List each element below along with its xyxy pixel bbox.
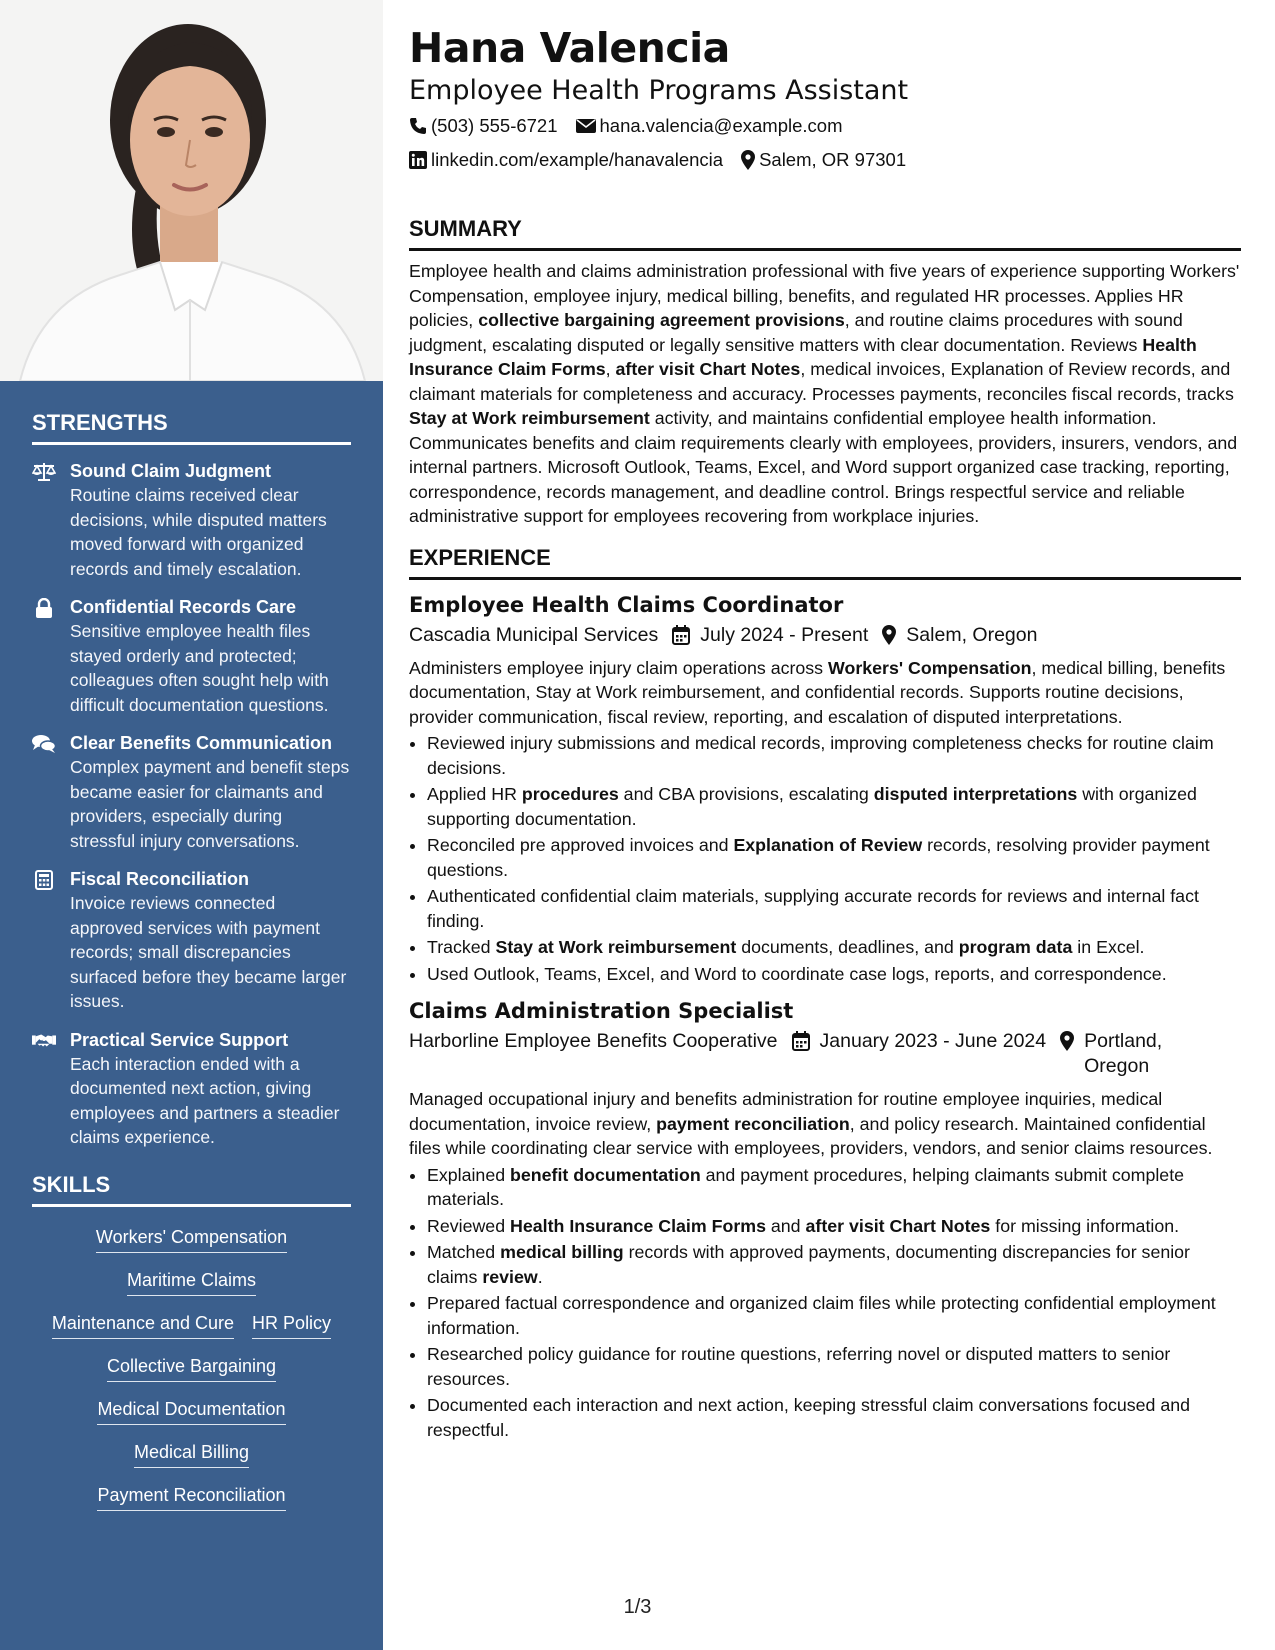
email-address[interactable]: hana.valencia@example.com: [599, 115, 843, 136]
bullet-item: • Reviewed Health Insurance Claim Forms and after visit Chart Notes for missing information.: [427, 1214, 1241, 1239]
job-summary: Administers employee injury claim operations across Workers' Compensation, medical billing, benefits documentation, Stay at Work reimbursement, and confidential records. Supports routine decisions, provider communication, fiscal review, reporting, and escalation of disputed interpretations.: [409, 657, 1226, 727]
calendar-icon: [792, 1031, 810, 1051]
sidebar-content: [32, 410, 351, 1516]
strength-item: [32, 867, 351, 1014]
bullet-item: • Reviewed injury submissions and medical records, improving completeness checks for routine claim decisions.: [427, 731, 1241, 780]
summary-paragraph: Employee health and claims administration professional with five years of experience supporting Workers' Compensation, employee injury, medical billing, benefits, and regulated HR processes. Applies HR policies, collective bargaining agreement provisions, and routine claims procedures with sound judgment, escalating disputed or legally sensitive matters with clear documentation. Reviews Health Insurance Claim Forms, after visit Chart Notes, medical invoices, Explanation of Review records, and claimant materials for completeness and accuracy. Processes payments, reconciles fiscal records, tracks Stay at Work reimbursement activity, and maintains confidential employee health information. Communicates benefits and claim requirements clearly with employees, providers, insurers, vendors, and internal partners. Microsoft Outlook, Teams, Excel, and Word support organized case tracking, reporting, correspondence, records management, and deadline control. Brings respectful service and reliable administrative support for employees recovering from workplace injuries.: [409, 261, 1240, 526]
experience-section: [409, 545, 1241, 1443]
candidate-name: Hana Valencia: [409, 24, 730, 72]
job-dates-text: July 2024 - Present: [700, 623, 869, 646]
envelope-icon: [576, 118, 596, 134]
job-dates-text: January 2023 - June 2024: [819, 1030, 1047, 1052]
skill-tag: Workers' Compensation: [96, 1225, 287, 1253]
strength-description: Each interaction ended with a documented next action, giving employees and partners a steadier claims experience.: [70, 1053, 340, 1147]
candidate-role: Employee Health Programs Assistant: [409, 75, 909, 106]
skill-tag: HR Policy: [252, 1311, 331, 1339]
bullet-item: • Documented each interaction and next action, keeping stressful claim conversations focused and respectful.: [427, 1393, 1241, 1442]
job-dates: [672, 623, 868, 648]
skills-section: [32, 1172, 351, 1516]
bullet-item: • Prepared factual correspondence and organized claim files while protecting confidential employment information.: [427, 1291, 1241, 1340]
bullet-item: • Applied HR procedures and CBA provisions, escalating disputed interpretations with organized supporting documentation.: [427, 782, 1241, 831]
job-location-text: Portland, Oregon: [1084, 1030, 1163, 1077]
strength-title: Practical Service Support: [70, 1029, 289, 1050]
company-name: Harborline Employee Benefits Cooperative: [409, 1030, 778, 1052]
bullet-item: • Researched policy guidance for routine questions, referring novel or disputed matters to senior resources.: [427, 1342, 1241, 1391]
location-text: Salem, OR 97301: [759, 149, 907, 170]
strength-description: Sensitive employee health files stayed orderly and protected; colleagues often sought help with difficult documentation questions.: [70, 621, 329, 715]
calendar-icon: [672, 625, 690, 645]
bullet-item: • Tracked Stay at Work reimbursement documents, deadlines, and program data in Excel.: [427, 935, 1241, 960]
portrait-illustration: [0, 0, 383, 381]
map-pin-icon: [741, 150, 755, 170]
strengths-heading: STRENGTHS: [32, 410, 351, 445]
contact-row: [409, 110, 1241, 142]
strength-description: Invoice reviews connected approved services with payment records; small discrepancies surfaced before they became larger issues.: [70, 893, 347, 1011]
map-pin-icon: [882, 625, 896, 645]
bullet-item: • Used Outlook, Teams, Excel, and Word to coordinate case logs, reports, and correspondence.: [427, 962, 1241, 987]
linkedin-contact: [409, 144, 723, 176]
strength-item: [32, 1028, 351, 1150]
strength-title: Confidential Records Care: [70, 597, 297, 617]
job-location: [1060, 1029, 1178, 1079]
job-entry: [409, 996, 1241, 1442]
contact-row: [409, 144, 1241, 176]
summary-section: [409, 216, 1241, 529]
job-bullets: [409, 731, 1241, 986]
page-number: 1/3: [623, 1596, 652, 1618]
profile-photo: [0, 0, 383, 381]
main-content: [409, 22, 1241, 1444]
skill-tag: Maintenance and Cure: [52, 1311, 234, 1339]
job-entry: [409, 590, 1241, 987]
strength-description: Routine claims received clear decisions, while disputed matters moved forward with organized records and timely escalation.: [70, 485, 327, 579]
bullet-item: • Explained benefit documentation and payment procedures, helping claimants submit complete materials.: [427, 1163, 1241, 1212]
lock-icon: [32, 597, 56, 619]
job-bullets: [409, 1163, 1241, 1443]
location-contact: [741, 144, 906, 176]
map-pin-icon: [1060, 1031, 1074, 1051]
phone-contact: [409, 110, 558, 142]
job-meta: [409, 623, 1241, 648]
phone-number: (503) 555-6721: [431, 115, 558, 136]
handshake-icon: [32, 1030, 56, 1052]
strength-item: [32, 459, 351, 581]
skill-tag: Payment Reconciliation: [97, 1483, 285, 1511]
skills-heading: SKILLS: [32, 1172, 351, 1207]
strength-description: Complex payment and benefit steps became easier for claimants and providers, especially during stressful injury conversations.: [70, 757, 350, 851]
bullet-item: • Reconciled pre approved invoices and Explanation of Review records, resolving provider payment questions.: [427, 833, 1241, 882]
strength-title: Fiscal Reconciliation: [70, 869, 250, 889]
skill-tag: Medical Billing: [134, 1440, 249, 1468]
job-location-text: Salem, Oregon: [906, 623, 1038, 646]
skills-list: [32, 1215, 351, 1516]
email-contact: [576, 110, 843, 142]
job-meta: [409, 1029, 1241, 1079]
strength-item: [32, 731, 351, 853]
linkedin-url[interactable]: linkedin.com/example/hanavalencia: [431, 149, 724, 170]
job-dates: [792, 1029, 1047, 1054]
strength-title: Sound Claim Judgment: [70, 461, 272, 481]
strength-item: [32, 595, 351, 717]
skill-tag: Collective Bargaining: [107, 1354, 276, 1382]
job-title: Claims Administration Specialist: [409, 999, 794, 1023]
phone-icon: [409, 117, 427, 135]
strengths-list: [32, 459, 351, 1150]
linkedin-icon: [409, 151, 427, 169]
bullet-item: • Matched medical billing records with approved payments, documenting discrepancies for senior claims review.: [427, 1240, 1241, 1289]
sidebar: [0, 0, 383, 1650]
company-name: Cascadia Municipal Services: [409, 623, 659, 646]
experience-heading: EXPERIENCE: [409, 545, 1241, 580]
skill-tag: Medical Documentation: [97, 1397, 285, 1425]
scale-icon: [32, 461, 56, 483]
bullet-item: • Authenticated confidential claim materials, supplying accurate records for reviews and internal fact finding.: [427, 884, 1241, 933]
comments-icon: [32, 733, 56, 755]
summary-heading: SUMMARY: [409, 216, 1241, 251]
job-title: Employee Health Claims Coordinator: [409, 592, 844, 617]
calculator-icon: [32, 869, 56, 891]
job-summary: Managed occupational injury and benefits administration for routine employee inquiries, medical documentation, invoice review, payment reconciliation, and policy research. Maintained confidential files while coordinating clear service with employees, providers, vendors, and senior claims resources.: [409, 1089, 1213, 1158]
skill-tag: Maritime Claims: [127, 1268, 256, 1296]
strength-title: Clear Benefits Communication: [70, 733, 333, 753]
job-location: [882, 623, 1037, 648]
